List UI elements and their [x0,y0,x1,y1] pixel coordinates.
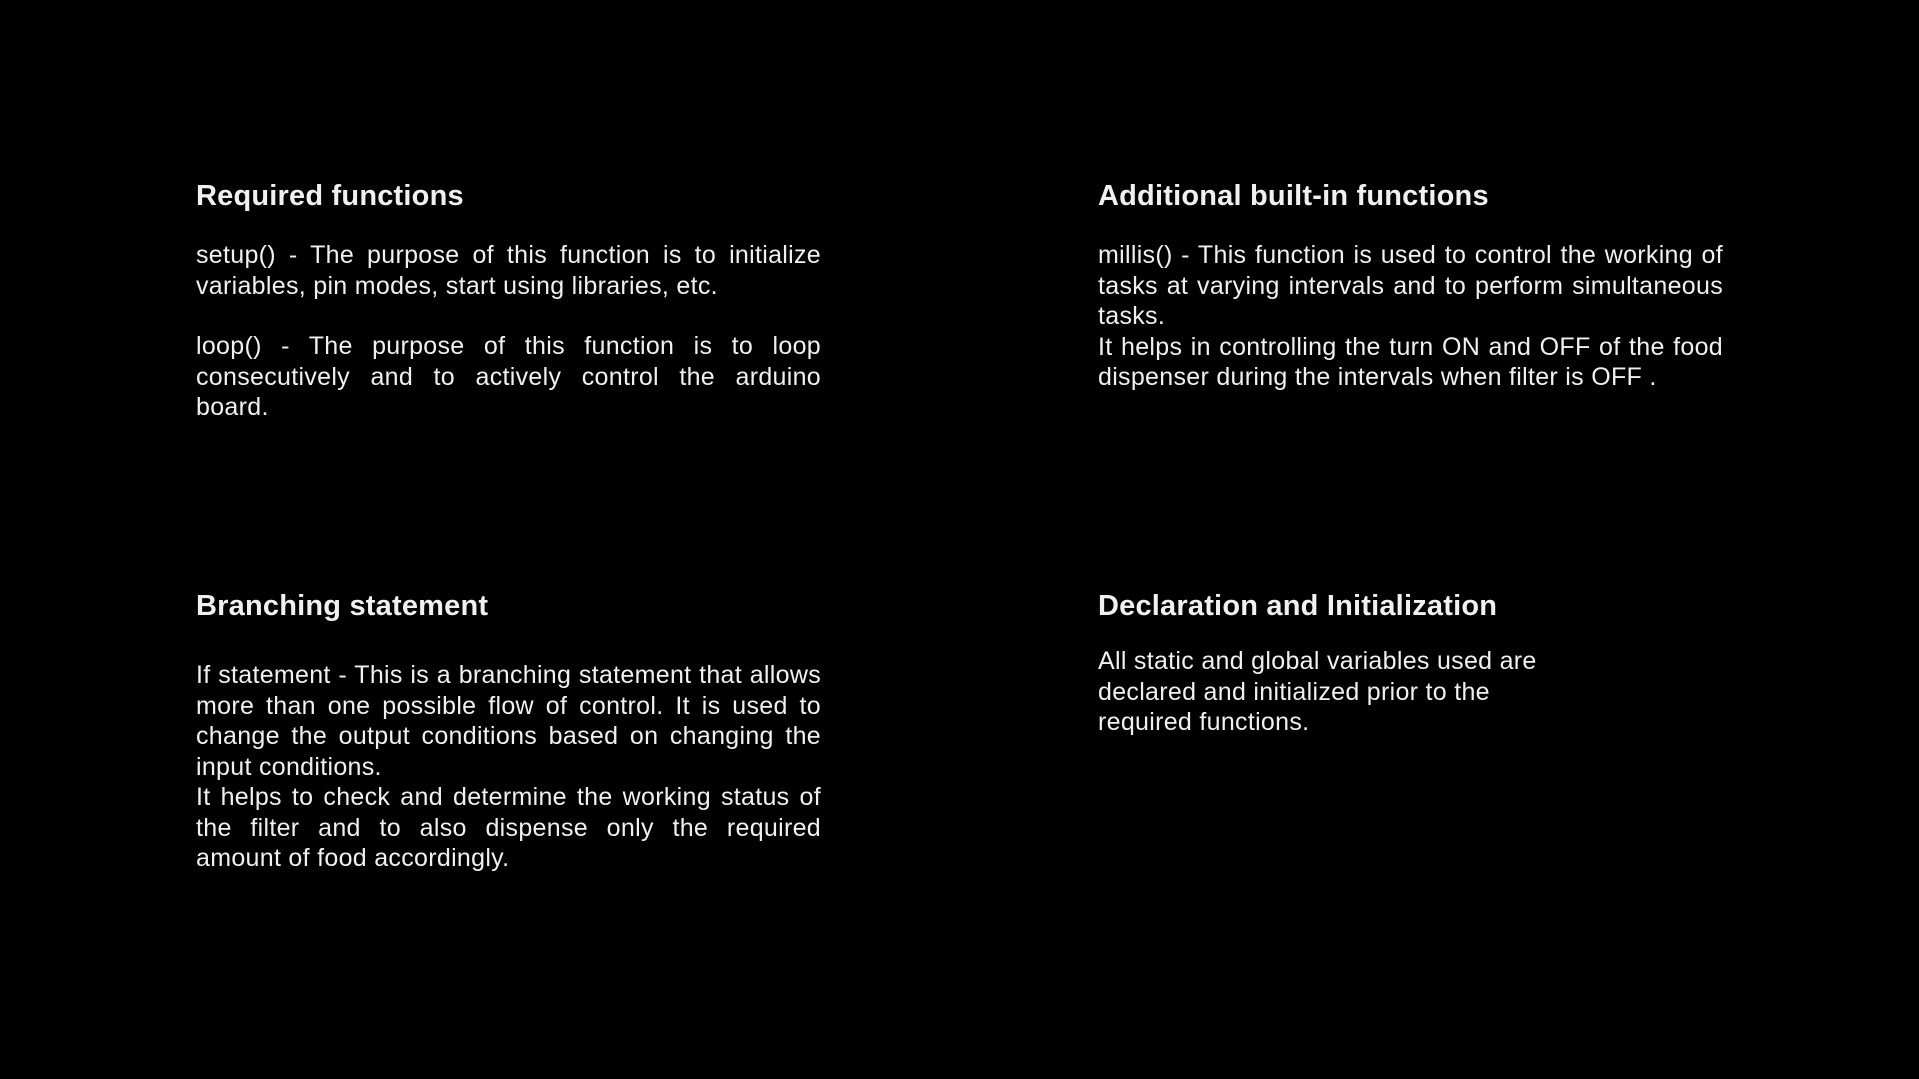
section-heading: Required functions [196,180,464,212]
section-heading: Additional built-in functions [1098,180,1489,212]
section-heading: Declaration and Initialization [1098,590,1498,622]
section-additional-functions [1098,176,1723,393]
section-branching-statement [196,586,821,874]
paragraph-millis: millis() - This function is used to control the working of tasks at varying intervals and to perform simultaneous tasks. [1098,241,1723,330]
section-declaration-initialization [1098,586,1568,738]
section-heading: Branching statement [196,590,489,622]
section-required-functions [196,176,821,423]
paragraph-if-statement: If statement - This is a branching statement that allows more than one possible flow of control. It is used to change the output conditions based on changing the input conditions. [196,661,821,781]
paragraph-loop: loop() - The purpose of this function is to loop consecutively and to actively control the arduino board. [196,332,821,421]
paragraph-setup: setup() - The purpose of this function is to initialize variables, pin modes, start using libraries, etc. [196,241,821,300]
paragraph-if-usage: It helps to check and determine the working status of the filter and to also dispense only the required amount of food accordingly. [196,783,821,872]
paragraph-declaration: All static and global variables used are declared and initialized prior to the required functions. [1098,647,1537,736]
paragraph-millis-usage: It helps in controlling the turn ON and OFF of the food dispenser during the intervals when filter is OFF . [1098,332,1723,391]
